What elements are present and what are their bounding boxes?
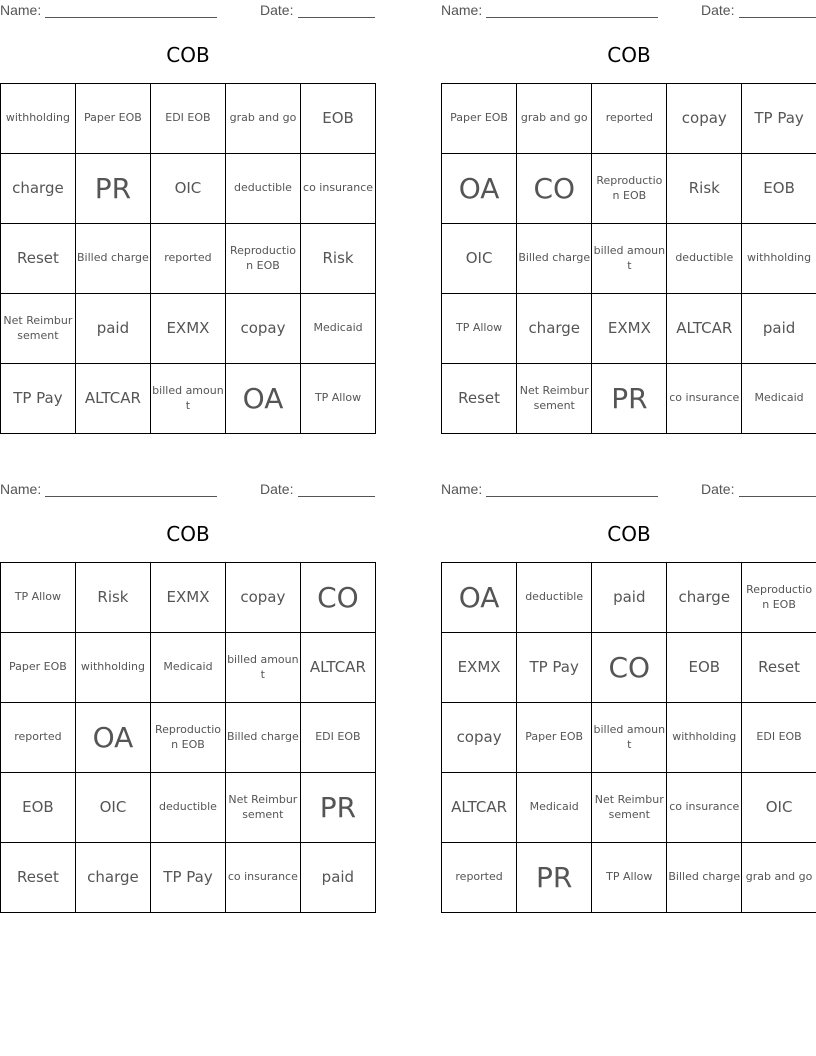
grid-row (1, 154, 376, 224)
bingo-cell: paid (75, 294, 150, 364)
grid-row (1, 843, 376, 913)
bingo-cell: paid (300, 843, 375, 913)
bingo-cell: reported (592, 84, 667, 154)
card-title: COB (607, 43, 651, 67)
bingo-cell: CO (592, 633, 667, 703)
bingo-cell: TP Pay (1, 364, 76, 434)
date-label: Date: (701, 481, 735, 497)
card-header (441, 481, 816, 499)
bingo-cell: deductible (225, 154, 300, 224)
grid-row (442, 154, 816, 224)
bingo-cell: copay (442, 703, 517, 773)
bingo-cell: OIC (742, 773, 816, 843)
bingo-cell: Billed charge (517, 224, 592, 294)
bingo-cell: TP Allow (592, 843, 667, 913)
bingo-cell: OIC (75, 773, 150, 843)
bingo-cell: Reproduction EOB (225, 224, 300, 294)
bingo-cell: Reset (442, 364, 517, 434)
bingo-cell: grab and go (225, 84, 300, 154)
bingo-cell: billed amount (225, 633, 300, 703)
bingo-cell: withholding (75, 633, 150, 703)
bingo-card (441, 0, 816, 440)
bingo-card (0, 0, 376, 440)
grid-row (442, 364, 816, 434)
bingo-cell: Reproduction EOB (592, 154, 667, 224)
bingo-cell: Medicaid (742, 364, 816, 434)
bingo-cell: co insurance (667, 773, 742, 843)
date-label: Date: (701, 2, 735, 18)
grid-row (442, 703, 816, 773)
grid-row (1, 633, 376, 703)
bingo-cell: Net Reimbursement (592, 773, 667, 843)
bingo-cell: Paper EOB (1, 633, 76, 703)
bingo-cell: copay (225, 294, 300, 364)
bingo-cell: billed amount (592, 703, 667, 773)
bingo-cell: OIC (442, 224, 517, 294)
name-label: Name: (0, 2, 42, 18)
card-title: COB (166, 522, 210, 546)
bingo-grid (0, 562, 376, 913)
bingo-cell: EOB (1, 773, 76, 843)
bingo-cell: EXMX (592, 294, 667, 364)
bingo-cell: PR (517, 843, 592, 913)
bingo-cell: Paper EOB (75, 84, 150, 154)
bingo-cell: ALTCAR (667, 294, 742, 364)
grid-row (442, 563, 816, 633)
bingo-cell: grab and go (742, 843, 816, 913)
grid-row (1, 224, 376, 294)
bingo-cell: Net Reimbursement (517, 364, 592, 434)
bingo-cell: Billed charge (225, 703, 300, 773)
name-blank-line (45, 496, 217, 497)
bingo-cell: copay (667, 84, 742, 154)
bingo-cell: Reproduction EOB (742, 563, 816, 633)
bingo-cell: PR (300, 773, 375, 843)
grid-row (442, 224, 816, 294)
bingo-cell: ALTCAR (300, 633, 375, 703)
bingo-cell: Risk (667, 154, 742, 224)
bingo-cell: withholding (742, 224, 816, 294)
bingo-cell: charge (75, 843, 150, 913)
bingo-cell: Risk (75, 563, 150, 633)
bingo-cell: EOB (667, 633, 742, 703)
bingo-cell: grab and go (517, 84, 592, 154)
bingo-grid (441, 562, 816, 913)
grid-row (1, 84, 376, 154)
bingo-cell: Paper EOB (442, 84, 517, 154)
card-header (441, 2, 816, 20)
grid-row (1, 563, 376, 633)
bingo-cell: ALTCAR (442, 773, 517, 843)
bingo-cell: charge (667, 563, 742, 633)
bingo-cell: EDI EOB (742, 703, 816, 773)
date-blank-line (739, 496, 816, 497)
bingo-cell: TP Allow (301, 364, 376, 434)
bingo-cell: co insurance (667, 364, 742, 434)
bingo-card (0, 479, 376, 919)
bingo-cell: reported (150, 224, 225, 294)
grid-row (442, 843, 816, 913)
card-title: COB (166, 43, 210, 67)
bingo-cell: Medicaid (517, 773, 592, 843)
grid-row (1, 773, 376, 843)
date-label: Date: (260, 2, 294, 18)
bingo-cell: PR (592, 364, 667, 434)
bingo-cell: charge (517, 294, 592, 364)
grid-row (442, 294, 816, 364)
bingo-cell: Net Reimbursement (225, 773, 300, 843)
grid-row (1, 294, 376, 364)
name-blank-line (45, 17, 217, 18)
bingo-cell: TP Pay (742, 84, 816, 154)
bingo-cell: OIC (150, 154, 225, 224)
bingo-cell: EDI EOB (150, 84, 225, 154)
bingo-grid (441, 83, 816, 434)
grid-row (1, 703, 376, 773)
bingo-cell: Medicaid (151, 633, 226, 703)
name-label: Name: (441, 2, 483, 18)
bingo-cell: paid (742, 294, 816, 364)
date-blank-line (298, 17, 375, 18)
bingo-cell: reported (442, 843, 517, 913)
grid-row (442, 773, 816, 843)
bingo-cell: billed amount (592, 224, 667, 294)
bingo-cell: EOB (742, 154, 816, 224)
bingo-cell: EOB (301, 84, 376, 154)
bingo-cell: withholding (1, 84, 76, 154)
bingo-cell: EXMX (151, 563, 226, 633)
bingo-cell: charge (1, 154, 76, 224)
bingo-cell: reported (1, 703, 76, 773)
bingo-cell: Risk (301, 224, 376, 294)
bingo-cell: deductible (151, 773, 226, 843)
bingo-card (441, 479, 816, 919)
date-blank-line (739, 17, 816, 18)
bingo-cell: withholding (667, 703, 742, 773)
bingo-cell: Reset (1, 843, 76, 913)
bingo-cell: OA (442, 154, 517, 224)
card-header (0, 481, 376, 499)
bingo-cell: co insurance (225, 843, 300, 913)
bingo-cell: OA (225, 364, 300, 434)
bingo-cell: billed amount (150, 364, 225, 434)
bingo-cell: Medicaid (301, 294, 376, 364)
bingo-cell: Net Reimbursement (1, 294, 76, 364)
bingo-cell: TP Pay (151, 843, 226, 913)
bingo-cell: Paper EOB (517, 703, 592, 773)
bingo-cell: co insurance (301, 154, 376, 224)
grid-row (442, 84, 816, 154)
bingo-cell: EXMX (442, 633, 517, 703)
bingo-cell: Billed charge (667, 843, 742, 913)
bingo-cell: Billed charge (75, 224, 150, 294)
date-label: Date: (260, 481, 294, 497)
bingo-cell: TP Pay (517, 633, 592, 703)
bingo-cell: OA (442, 563, 517, 633)
grid-row (1, 364, 376, 434)
bingo-cell: TP Allow (442, 294, 517, 364)
bingo-cell: PR (75, 154, 150, 224)
bingo-cell: CO (300, 563, 375, 633)
name-label: Name: (441, 481, 483, 497)
bingo-cell: deductible (517, 563, 592, 633)
date-blank-line (298, 496, 375, 497)
name-blank-line (486, 17, 658, 18)
bingo-cell: Reset (742, 633, 816, 703)
bingo-cell: EDI EOB (300, 703, 375, 773)
name-blank-line (486, 496, 658, 497)
bingo-cell: copay (225, 563, 300, 633)
card-header (0, 2, 376, 20)
bingo-cell: CO (517, 154, 592, 224)
bingo-cell: Reset (1, 224, 76, 294)
bingo-cell: EXMX (150, 294, 225, 364)
name-label: Name: (0, 481, 42, 497)
bingo-cell: OA (75, 703, 150, 773)
card-title: COB (607, 522, 651, 546)
bingo-cell: TP Allow (1, 563, 76, 633)
bingo-cell: Reproduction EOB (151, 703, 226, 773)
bingo-cell: deductible (667, 224, 742, 294)
bingo-grid (0, 83, 376, 434)
grid-row (442, 633, 816, 703)
bingo-cell: ALTCAR (75, 364, 150, 434)
bingo-cell: paid (592, 563, 667, 633)
